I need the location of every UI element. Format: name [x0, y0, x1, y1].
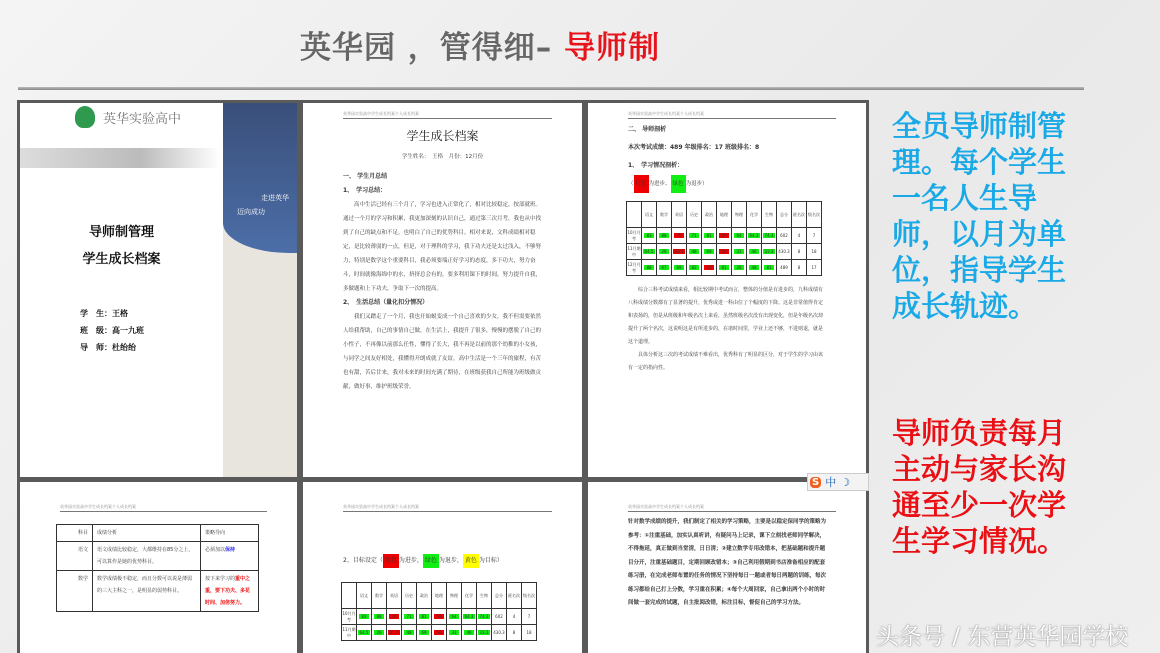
table-cell [657, 228, 672, 244]
table-row [627, 244, 822, 260]
table-cell [732, 244, 747, 260]
column-header: 班名次 [792, 202, 807, 228]
watermark: 头条号 / 东营英华园学校 [876, 624, 1129, 650]
table-cell [387, 609, 402, 625]
column-header: 英语 [672, 202, 687, 228]
cell-value: 81 [421, 614, 427, 619]
legend-text: 为目标） [478, 557, 503, 564]
table-cell [807, 260, 822, 276]
slide-title [300, 22, 660, 67]
column-header: 政治 [702, 202, 717, 228]
cell-value: 33.3 [764, 249, 774, 254]
table-cell [657, 260, 672, 276]
table-cell [492, 625, 507, 641]
cell-value: 71 [691, 233, 697, 238]
subsection-heading: 2、 生活总结（量化扣分情况） [343, 299, 429, 306]
legend-yellow: 黄色 [463, 554, 479, 568]
cell-value: 64 [451, 614, 457, 619]
cell-value: 69 [421, 630, 427, 635]
column-header: 班名次 [507, 583, 522, 609]
column-header: 政治 [417, 583, 432, 609]
grades-table [626, 201, 822, 276]
analysis-cell: 数学成绩极不稳定，而且分数可以说是薄弱的三大主科之一，是明显的弱势科目。 [93, 571, 201, 612]
table-cell [642, 228, 657, 244]
table-cell [762, 260, 777, 276]
table-cell [372, 625, 387, 641]
cell-value: 602 [780, 233, 788, 238]
tutor-system-description: 全员导师制管理。每个学生一名人生导师，以月为单位，指导学生成长轨迹。 [892, 109, 1067, 323]
table-cell [477, 609, 492, 625]
table-cell [777, 260, 792, 276]
cell-value: 26 [661, 249, 667, 254]
profile-page [303, 103, 582, 477]
cell-value: 4 [797, 233, 801, 238]
tree-logo-icon [75, 106, 95, 128]
table-cell [807, 228, 822, 244]
legend-text: 为进步、 [648, 181, 671, 187]
table-cell [417, 609, 432, 625]
cell-value: 4 [512, 614, 516, 619]
page-header: 英华园实验高中学生成长档案个人成长档案 [343, 504, 552, 512]
table-cell [357, 609, 372, 625]
cell-value: 81 [766, 265, 772, 270]
table-cell [492, 609, 507, 625]
cell-value: 64.3 [749, 233, 759, 238]
slogan-2: 迈向成功 [237, 208, 265, 216]
class-name: 班 级：高一九班 [80, 326, 144, 335]
cover-page [20, 103, 297, 477]
column-header: 科目 [57, 525, 93, 542]
column-header: 物理 [447, 583, 462, 609]
column-header: 数学 [372, 583, 387, 609]
column-header [342, 583, 357, 609]
cover-title-1: 导师制管理 [88, 225, 154, 240]
cell-value: 33 [451, 630, 457, 635]
analysis-text: 具体分析这三次的考试成绩不难看出，优秀科有了明显的区分，对于学生的学习由该有一定的指向性。 [628, 352, 824, 371]
cover-sidebar [223, 103, 297, 477]
student-meta: 学生姓名： 王格 月份：12月份 [401, 154, 484, 160]
column-header: 生物 [762, 202, 777, 228]
page-header: 英华园实验高中学生成长档案个人成长档案 [60, 504, 267, 512]
cell-value: 83 [361, 614, 367, 619]
legend-green: 绿色 [423, 554, 439, 568]
cell-value: 70 [676, 233, 682, 238]
title-red: 导师制 [564, 30, 661, 66]
page-header: 英华园实验高中学生成长档案个人成长档案 [343, 111, 552, 119]
cell-value: 26 [376, 630, 382, 635]
column-header: 化学 [747, 202, 762, 228]
legend-text: 为退步） [685, 181, 708, 187]
plan-page [588, 482, 866, 653]
table-header-row [627, 202, 822, 228]
school-logo [75, 106, 181, 128]
cell-value: 88 [661, 233, 667, 238]
table-cell [642, 260, 657, 276]
cell-value: 430.3 [778, 249, 790, 254]
column-header: 物理 [732, 202, 747, 228]
cell-value: 46 [751, 249, 757, 254]
cell-value: 28 [736, 265, 742, 270]
exam-score: 本次考试成绩：489 年级排名：17 班级排名：8 [628, 144, 760, 151]
table-cell [717, 260, 732, 276]
table-cell [417, 625, 432, 641]
cell-value: 50 [721, 249, 727, 254]
cell-value: 88 [376, 614, 382, 619]
table-cell [672, 244, 687, 260]
column-header: 总分 [492, 583, 507, 609]
tutor-duty-description: 导师负责每月主动与家长沟通至少一次学生学习情况。 [892, 416, 1067, 558]
student-name: 学 生：王格 [80, 309, 128, 318]
table-cell [462, 625, 477, 641]
column-header: 历史 [402, 583, 417, 609]
sogou-icon[interactable]: S [812, 476, 820, 488]
cell-value: 59 [436, 614, 442, 619]
strategy-highlight: 保持 [225, 547, 236, 553]
cell-value: 12月月考 [627, 261, 641, 273]
cell-value: 64.3 [464, 614, 474, 619]
cell-value: 17 [811, 265, 817, 270]
cell-value: 57 [706, 265, 712, 270]
cell-value: 64 [736, 233, 742, 238]
table-cell [462, 609, 477, 625]
column-header: 成绩分析 [93, 525, 201, 542]
table-cell [507, 625, 522, 641]
section-heading: 二、 导师剖析 [628, 126, 667, 133]
table-cell [627, 228, 642, 244]
legend-text: 为进步， [398, 557, 423, 564]
table-row [342, 609, 537, 625]
column-header: 历史 [687, 202, 702, 228]
gray-band [20, 148, 220, 168]
moon-icon[interactable]: ☽ [840, 475, 851, 489]
cell-value: 46 [466, 630, 472, 635]
table-cell [792, 260, 807, 276]
table-cell [477, 625, 492, 641]
table-cell [687, 228, 702, 244]
table-cell [792, 244, 807, 260]
table-cell [402, 625, 417, 641]
strategy-table [56, 524, 259, 612]
cell-value: 10月月考 [342, 610, 356, 622]
page-header: 英华园实验高中学生成长档案个人成长档案 [628, 504, 836, 512]
cell-value: 11月期中 [627, 245, 641, 257]
page-title: 学生成长档案 [406, 129, 479, 143]
cell-value: 59 [721, 233, 727, 238]
table-cell [702, 260, 717, 276]
table-cell [687, 244, 702, 260]
slogan-1: 走进英华 [261, 194, 289, 202]
cell-value: 81 [706, 233, 712, 238]
study-summary: 高中生活已经有三个月了，学习也进入正常化了，相对比较稳定，按部就班。通过一个月的学习和积累，我更加深刻的认识自己，通过第三次月考，我也从中找到了自己的缺点和不足，也明白了自己的优势科目。相对来说，文科成绩相对稳定，是比较薄弱的一点，但是，对于理科的学习，我下功夫还是太过浅入，不够努力，特别是数学这个重要科目，我必须要端正好学习的态度，多下功夫，努力奋斗，时间就像海绵中的水，挤挤总会有的，要多利用课下的时间，努力提升自我，多做题和上下功夫，争取下一次的提高。 [343, 202, 542, 292]
cell-value: 10月月考 [627, 229, 641, 241]
title-divider [18, 87, 1084, 90]
cell-value: 8 [512, 630, 516, 635]
table-cell [447, 625, 462, 641]
cell-value: 64.5 [644, 249, 654, 254]
goal-page [303, 482, 582, 653]
table-cell [747, 260, 762, 276]
subject-cell: 语文 [57, 542, 93, 571]
cell-value: 33 [736, 249, 742, 254]
column-header: 英语 [387, 583, 402, 609]
table-cell [702, 228, 717, 244]
table-cell [672, 228, 687, 244]
table-cell [627, 260, 642, 276]
title-gray: 英华园 ，管得细– [300, 30, 565, 66]
legend-green: 绿色 [671, 175, 686, 193]
strategy-highlight: 重中之重，要下功夫、多花时间、加倍努力。 [205, 576, 251, 606]
cell-value: 83 [646, 233, 652, 238]
cell-value: 81 [721, 265, 727, 270]
table-cell [522, 609, 537, 625]
table-cell [747, 244, 762, 260]
cell-value: 18 [811, 249, 817, 254]
table-cell [357, 625, 372, 641]
subject-cell: 数学 [57, 571, 93, 612]
cell-value: 33.3 [479, 630, 489, 635]
table-cell [732, 260, 747, 276]
cell-value: 70 [391, 614, 397, 619]
cell-value: 69 [676, 265, 682, 270]
cell-value: 8 [797, 249, 801, 254]
table-row [627, 260, 822, 276]
study-plan-text: 针对数学成绩的提升，我们制定了相关的学习策略，主要是以稳定保同学的策略为参考：①注重基础，加实认真听讲，有疑问马上记录，课下立刻找老师同学解决，不得拖延，真正做到当堂清，日日清；②建立数学专用改错本，把基础题和提升题目分开，注重基础题目，定期回顾改错本；③自己利用假期到书店准备相应的配套练习册，在完成老师布置的任务的情况下坚持每日一题或者每日两题的训练，每次练习都给自己打上分数，学习重在积累；④每个大周回家，自己拿出两个小时的时间做一套完成的试题，自主批阅改错，标注目标，督促自己的学习方法。 [628, 519, 827, 606]
table-cell [702, 244, 717, 260]
goal-label: 2、目标设定（ [343, 557, 383, 564]
strategy-page [20, 482, 297, 653]
cell-value: 602 [495, 614, 503, 619]
column-header: 语文 [642, 202, 657, 228]
cell-value: 74.3 [764, 233, 774, 238]
column-header: 级名次 [807, 202, 822, 228]
cell-value: 430.3 [493, 630, 505, 635]
table-cell [807, 244, 822, 260]
cell-value: 69 [706, 249, 712, 254]
subsection-heading: 1、 学习情况剖析： [628, 162, 684, 169]
table-cell [387, 625, 402, 641]
cell-value: 82 [691, 265, 697, 270]
analysis-page: 英华园实验高中学生成长档案个人成长档案 二、 导师剖析 本次考试成绩：489 年级排名：17 班级排名：8 1、 学习情况剖析： （ 红色 为进步、 绿色 为退步） 语文 数学 英语 历史 政治 地理 物理 化学 生物 总分 班名次 级名次 10月月考 83 88 70 71 81 59 64 64.3 74.3 602 4 7 11月期中 64.5 26 61.5 48 69 50 33 46 33.3 430.3 8 18 12月月考 88 67 69 82 57 81 28 48 81 489 8 17 综合三科考试成绩来看，相比较期中考试而言，整体的分值是有进步的，九科成绩有八科成绩分数都有了显著的提升，优秀或进一科由位了个幅度的下降。这是非常值得肯定和表扬的，但是从班级和年级名次上来看，虽然班级名次没有出现变化，但是年级名次却提升了两个名次，这说明这是有所进步的，在诸时间里，学业上还不够，不进则退，就是这个道理。 具体分析这三次的考试成绩不难看出，优秀科有了明显的区分，对于学生的学习由该有一定的指向性。 [588, 103, 866, 477]
table-row [342, 625, 537, 641]
cell-value: 7 [527, 614, 531, 619]
cell-value: 8 [797, 265, 801, 270]
page-header: 英华园实验高中学生成长档案个人成长档案 [628, 111, 836, 119]
legend-red: 红色 [383, 554, 399, 568]
column-header: 化学 [462, 583, 477, 609]
analysis-cell: 语文成绩比较稳定，大都维持在85分之上，可以算作是她的优势科目。 [93, 542, 201, 571]
column-header: 地理 [717, 202, 732, 228]
table-cell [627, 244, 642, 260]
table-cell [507, 609, 522, 625]
cover-title-2: 学生成长档案 [82, 252, 161, 267]
cell-value: 48 [406, 630, 412, 635]
table-row [627, 228, 822, 244]
cell-value: 71 [406, 614, 412, 619]
cell-value: 18 [526, 630, 532, 635]
table-cell [522, 625, 537, 641]
table-cell [657, 244, 672, 260]
cell-value: 61.5 [674, 249, 684, 254]
cell-value: 74.3 [479, 614, 489, 619]
column-header: 地理 [432, 583, 447, 609]
analysis-text: 综合三科考试成绩来看，相比较期中考试而言，整体的分值是有进步的，九科成绩有八科成绩分数都有了显著的提升，优秀或进一科由位了个幅度的下降。这是非常值得肯定和表扬的，但是从班级和年级名次上来看，虽然班级名次没有出现变化，但是年级名次却提升了两个名次，这说明这是有所进步的，在诸时间里，学业上还不够，不进则退，就是这个道理。 [628, 287, 824, 345]
table-cell [732, 228, 747, 244]
table-cell [432, 609, 447, 625]
table-cell [432, 625, 447, 641]
section-heading: 一、 学生月总结 [343, 173, 388, 180]
ime-toolbar[interactable] [807, 473, 869, 491]
table-cell [762, 228, 777, 244]
table-cell [792, 228, 807, 244]
table-cell [447, 609, 462, 625]
table-cell [777, 228, 792, 244]
cell-value: 48 [691, 249, 697, 254]
cell-value: 88 [646, 265, 652, 270]
table-cell [672, 260, 687, 276]
column-header: 数学 [657, 202, 672, 228]
column-header: 生物 [477, 583, 492, 609]
goals-table [341, 582, 537, 641]
table-cell [642, 244, 657, 260]
life-summary: 我们又蹭走了一个月，我也开始蜕变成一个自己喜欢的少女，我不但需要依然人给我帮助，自己的事情自己做，在生活上，我提升了很多，慢慢的摆脱了自己的小性子，不再像以前那么任性，懂得了长大，我不再是以前的那个幼稚的小女孩，与同学之间友好相处，我懂得开朗成就了友谊。高中生活是一个三年的旅程，有苦也有甜，苦后甘来，我对未来的时间充满了期待，在班级获我自己所能为班级做贡献，做好事，维护班级荣誉。 [343, 314, 542, 390]
table-cell [687, 260, 702, 276]
cell-value: 61.5 [389, 630, 399, 635]
cell-value: 48 [751, 265, 757, 270]
cell-value: 11月期中 [342, 626, 356, 638]
table-cell [717, 228, 732, 244]
table-cell [402, 609, 417, 625]
cell-value: 50 [436, 630, 442, 635]
tutor-name: 导 师：杜绐绐 [80, 343, 136, 352]
column-header: 语文 [357, 583, 372, 609]
table-cell [762, 244, 777, 260]
table-header-row [342, 583, 537, 609]
column-header [627, 202, 642, 228]
table-cell [342, 625, 357, 641]
table-cell [747, 228, 762, 244]
column-header: 总分 [777, 202, 792, 228]
school-name: 英华实验高中 [103, 111, 182, 127]
legend-text: 为退步， [438, 557, 463, 564]
table-cell [777, 244, 792, 260]
column-header: 级名次 [522, 583, 537, 609]
cell-value: 67 [661, 265, 667, 270]
strategy-text: 必须加以 [205, 547, 226, 553]
cell-value: 64.5 [359, 630, 369, 635]
column-header: 策略导向 [201, 525, 259, 542]
subsection-heading: 1、 学习总结： [343, 187, 387, 194]
table-cell [372, 609, 387, 625]
cell-value: 7 [812, 233, 816, 238]
table-cell [717, 244, 732, 260]
strategy-text: 按下来学习的 [205, 576, 236, 582]
document-screenshot [17, 100, 869, 653]
legend-red: 红色 [634, 175, 649, 193]
cell-value: 489 [780, 265, 788, 270]
table-cell [342, 609, 357, 625]
ime-mode-toggle[interactable]: 中 [825, 476, 837, 489]
